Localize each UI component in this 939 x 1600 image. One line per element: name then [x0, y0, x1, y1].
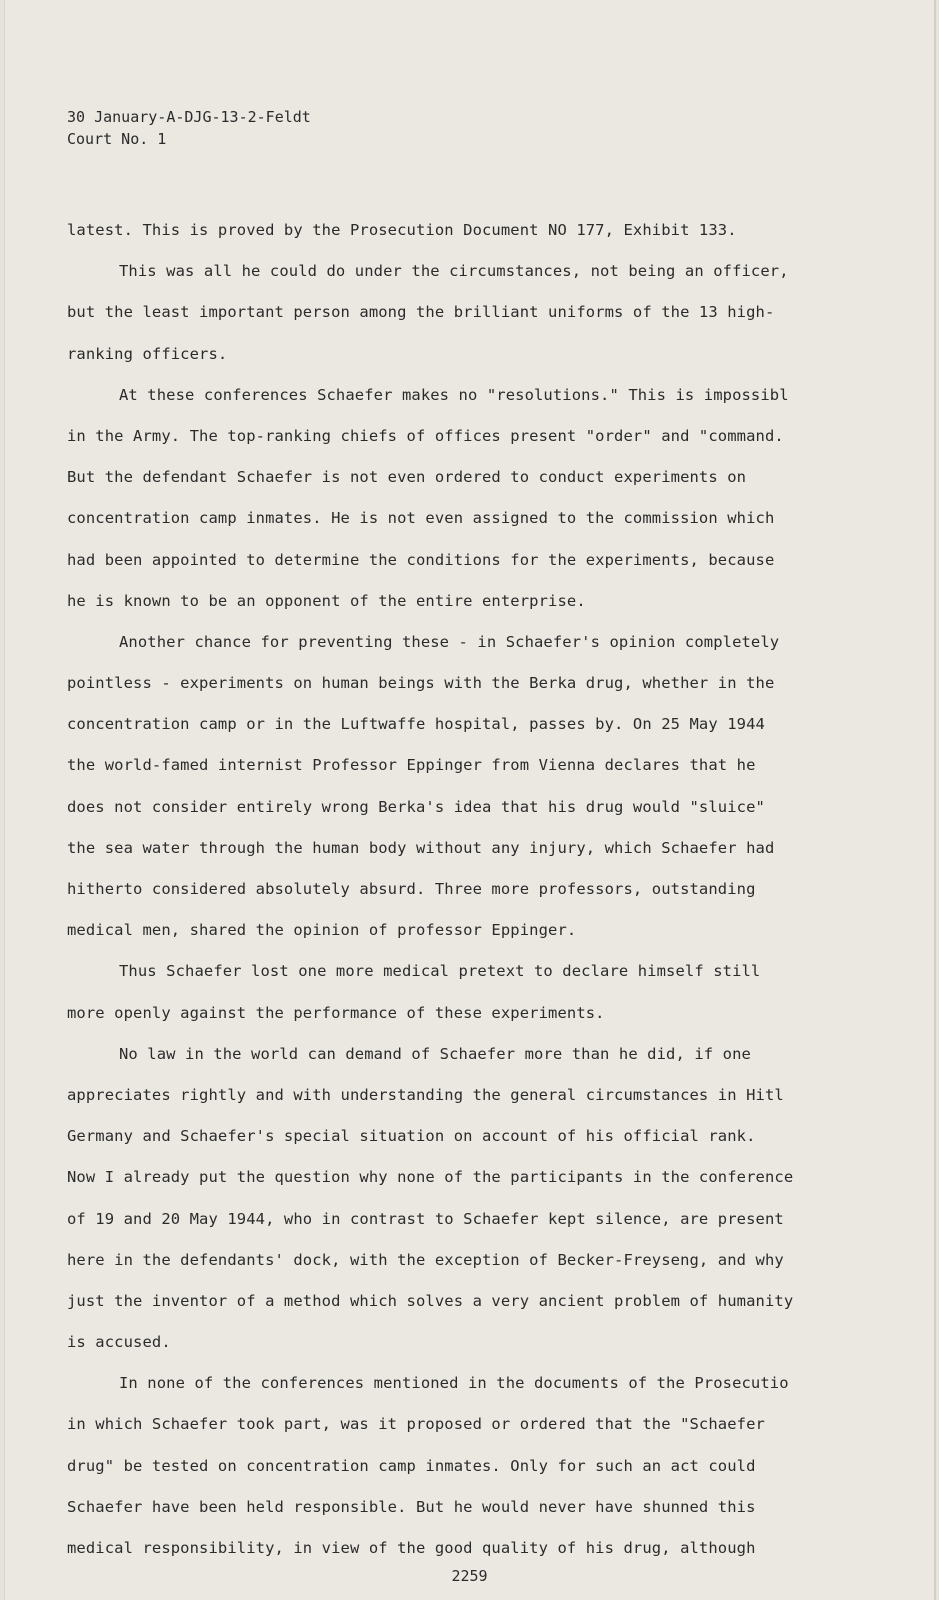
- transcript-line: This was all he could do under the circumstances, not being an officer,: [119, 262, 789, 281]
- transcript-line: in the Army. The top-ranking chiefs of offices present "order" and "command.: [67, 426, 784, 445]
- transcript-line: is accused.: [67, 1333, 171, 1352]
- transcript-line: pointless - experiments on human beings with the Berka drug, whether in the: [67, 674, 775, 693]
- transcript-line: drug" be tested on concentration camp inmates. Only for such an act could: [67, 1456, 756, 1475]
- transcript-line: does not consider entirely wrong Berka's idea that his drug would "sluice": [67, 797, 765, 816]
- transcript-line: medical responsibility, in view of the good quality of his drug, although: [67, 1539, 756, 1557]
- transcript-line: appreciates rightly and with understanding the general circumstances in Hitl: [67, 1085, 784, 1104]
- transcript-line: latest. This is proved by the Prosecution Document NO 177, Exhibit 133.: [67, 221, 737, 239]
- transcript-line: hitherto considered absolutely absurd. Three more professors, outstanding: [67, 880, 756, 898]
- transcript-line: Schaefer have been held responsible. But he would never have shunned this: [67, 1497, 756, 1516]
- header-session-line: 30 January-A-DJG-13-2-Feldt: [67, 108, 311, 126]
- header-court-line: Court No. 1: [67, 130, 167, 148]
- transcript-line: Now I already put the question why none of the participants in the conference: [67, 1168, 794, 1187]
- transcript-line: of 19 and 20 May 1944, who in contrast to Schaefer kept silence, are present: [67, 1209, 784, 1228]
- transcript-line: concentration camp inmates. He is not even assigned to the commission which: [67, 509, 775, 528]
- transcript-line: No law in the world can demand of Schaefer more than he did, if one: [119, 1044, 751, 1063]
- transcript-line: But the defendant Schaefer is not even ordered to conduct experiments on: [67, 468, 747, 487]
- transcript-line: but the least important person among the brilliant uniforms of the 13 high-: [67, 303, 775, 322]
- transcript-line: concentration camp or in the Luftwaffe hospital, passes by. On 25 May 1944: [67, 715, 765, 734]
- transcript-line: the world-famed internist Professor Eppinger from Vienna declares that he: [67, 756, 756, 775]
- transcript-line: In none of the conferences mentioned in the documents of the Prosecutio: [119, 1374, 789, 1393]
- transcript-line: in which Schaefer took part, was it proposed or ordered that the "Schaefer: [67, 1415, 765, 1434]
- transcript-line: Another chance for preventing these - in Schaefer's opinion completely: [119, 632, 780, 651]
- transcript-line: medical men, shared the opinion of professor Eppinger.: [67, 921, 577, 940]
- transcript-line: Thus Schaefer lost one more medical pretext to declare himself still: [119, 962, 761, 981]
- transcript-line: had been appointed to determine the conditions for the experiments, because: [67, 550, 775, 569]
- transcript-line: At these conferences Schaefer makes no "resolutions." This is impossibl: [119, 385, 789, 404]
- document-header: [67, 106, 311, 150]
- transcript-line: just the inventor of a method which solves a very ancient problem of humanity: [67, 1291, 794, 1310]
- transcript-line: here in the defendants' dock, with the exception of Becker-Freyseng, and why: [67, 1250, 784, 1269]
- transcript-line: more openly against the performance of these experiments.: [67, 1003, 605, 1022]
- page-number: 2259: [451, 1567, 488, 1585]
- document-page: [4, 0, 936, 1600]
- transcript-line: he is known to be an opponent of the entire enterprise.: [67, 591, 586, 610]
- transcript-body: [67, 210, 867, 1569]
- transcript-line: Germany and Schaefer's special situation on account of his official rank.: [67, 1127, 756, 1146]
- transcript-line: ranking officers.: [67, 344, 228, 363]
- transcript-line: the sea water through the human body without any injury, which Schaefer had: [67, 838, 775, 857]
